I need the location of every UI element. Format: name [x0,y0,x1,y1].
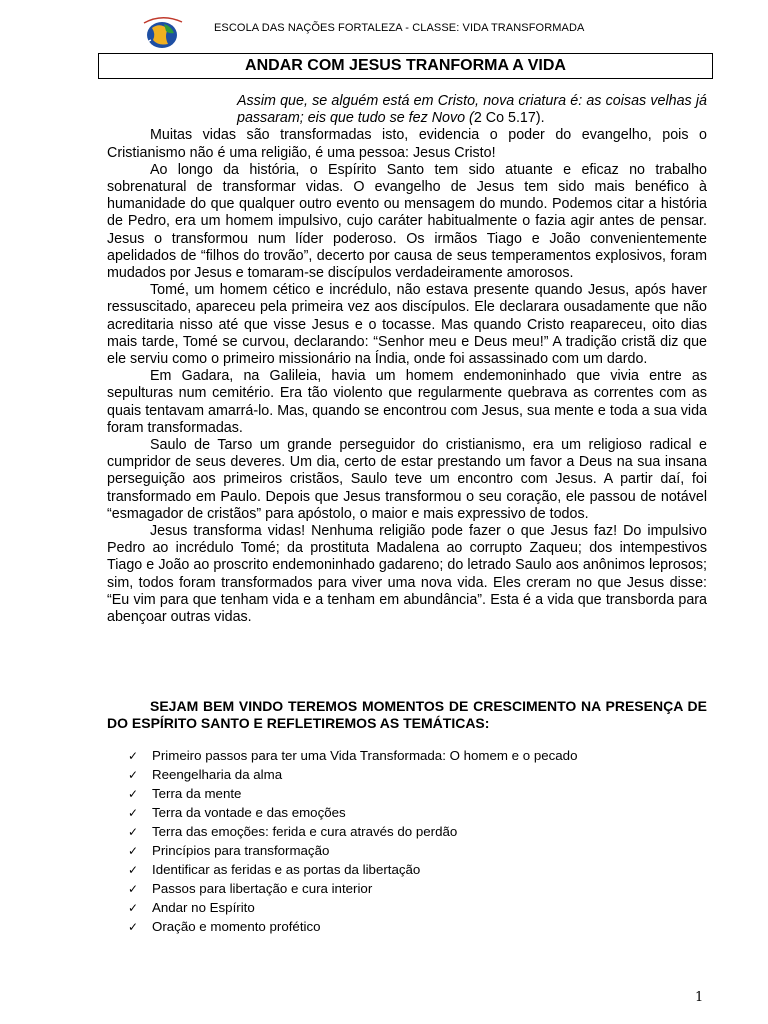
list-item [128,784,577,803]
globe-logo-icon [138,14,186,50]
list-item [128,917,577,936]
topics-list [128,746,577,936]
topic-label: Reengelharia da alma [152,767,283,782]
list-item [128,860,577,879]
topic-label: Identificar as feridas e as portas da libertação [152,862,421,877]
welcome-heading: SEJAM BEM VINDO TEREMOS MOMENTOS DE CRESCIMENTO NA PRESENÇA DE DO ESPÍRITO SANTO E REFLETIREMOS AS TEMÁTICAS: [107,698,707,731]
paragraph: Em Gadara, na Galileia, havia um homem endemoninhado que vivia entre as sepulturas num cemitério. Era tão violento que regularmente quebrava as correntes com as quais tentavam amarrá-lo. Mas, quando se encontrou com Jesus, sua mente e toda a sua vida foram transformadas. [107,368,707,436]
header-title: ESCOLA DAS NAÇÕES FORTALEZA - CLASSE: VIDA TRANSFORMADA [214,22,585,34]
check-icon: ✓ [128,805,139,820]
topic-label: Primeiro passos para ter uma Vida Transformada: O homem e o pecado [152,748,578,763]
paragraph: Muitas vidas são transformadas isto, evidencia o poder do evangelho, pois o Cristianismo não é uma religião, é uma pessoa: Jesus Cristo! [107,127,707,161]
bible-quote [107,93,707,127]
topic-label: Terra da mente [152,786,242,801]
quote-reference: 2 Co 5.17). [473,110,545,127]
check-icon: ✓ [128,881,139,896]
check-icon: ✓ [128,862,139,877]
topic-label: Terra da vontade e das emoções [152,805,346,820]
quote-text: Assim que, se alguém está em Cristo, nova criatura é: as coisas velhas já passaram; eis que tudo se fez Novo ( [237,93,707,127]
title-box [98,53,713,79]
topic-label: Oração e momento profético [152,919,321,934]
check-icon: ✓ [128,843,139,858]
list-item [128,803,577,822]
page-title: ANDAR COM JESUS TRANFORMA A VIDA [245,57,566,74]
paragraph: Tomé, um homem cético e incrédulo, não estava presente quando Jesus, após haver ressuscitado, apareceu pela primeira vez aos discípulos. Ele declarara ousadamente que não acreditaria nisso até que visse Jesus e o tocasse. Mas quando Cristo reapareceu, oito dias mais tarde, Tomé se curvou, declarando: “Senhor meu e Deus meu!” A tradição cristã diz que ele serviu como o primeiro missionário na Índia, onde foi assassinado com um dardo. [107,282,707,368]
topic-label: Andar no Espírito [152,900,255,915]
page-number: 1 [695,990,704,1005]
list-item [128,746,577,765]
list-item [128,822,577,841]
list-item [128,765,577,784]
check-icon: ✓ [128,786,139,801]
list-item [128,898,577,917]
topic-label: Passos para libertação e cura interior [152,881,373,896]
check-icon: ✓ [128,919,139,934]
topic-label: Terra das emoções: ferida e cura através do perdão [152,824,458,839]
topic-label: Princípios para transformação [152,843,330,858]
check-icon: ✓ [128,767,139,782]
check-icon: ✓ [128,748,139,763]
paragraph: Ao longo da história, o Espírito Santo tem sido atuante e eficaz no trabalho sobrenatural de transformar vidas. O evangelho de Jesus tem sido mais benéfico à humanidade do que qualquer outro evento ou mensagem do mundo. Podemos citar a história de Pedro, era um homem impulsivo, cujo caráter habitualmente o fazia agir antes de pensar. Jesus o transformou num líder poderoso. Os irmãos Tiago e João convenientemente apelidados de “filhos do trovão”, decerto por causa de seus temperamentos explosivos, foram mudados por Jesus e tomaram-se discípulos verdadeiramente amorosos. [107,161,707,282]
paragraph: Saulo de Tarso um grande perseguidor do cristianismo, era um religioso radical e cumpridor de seus deveres. Um dia, certo de estar prestando um favor a Deus na sua insana perseguição aos primeiros cristãos, Saulo teve um encontro com Jesus. A partir daí, foi transformado em Paulo. Depois que Jesus transformou o seu coração, ele passou de notável “esmagador de cristãos” para apóstolo, o maior e mais expressivo de todos. [107,437,707,522]
paragraph: Jesus transforma vidas! Nenhuma religião pode fazer o que Jesus faz! Do impulsivo Pedro ao incrédulo Tomé; da prostituta Madalena ao corrupto Zaqueu; dos intempestivos Tiago e João ao proscrito endemoninhado gadareno; do letrado Saulo aos anônimos leprosos; sim, todos foram transformados para viver uma nova vida. Eles creram no que Jesus disse: “Eu vim para que tenham vida e a tenham em abundância”. Esta é a vida que transborda para abençoar outras vidas. [107,523,707,626]
body-text [107,93,707,626]
check-icon: ✓ [128,824,139,839]
page-header [138,14,718,50]
check-icon: ✓ [128,900,139,915]
list-item [128,841,577,860]
list-item [128,879,577,898]
